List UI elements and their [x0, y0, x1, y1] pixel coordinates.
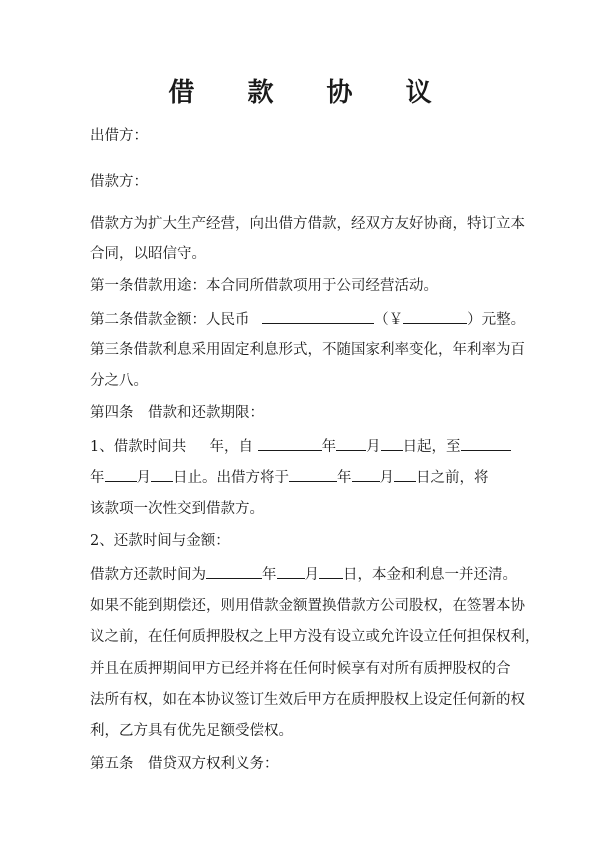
lender-label: 出借方： — [90, 128, 148, 144]
borrower-label: 借款方： — [90, 174, 148, 190]
clause-4-item-2-line-1 — [90, 563, 517, 585]
end-year-label: 年 — [90, 470, 105, 486]
repay-year-blank — [206, 563, 262, 579]
clause-4-item-1-line-3: 该款项一次性交到借款方。 — [90, 501, 264, 517]
repay-month-blank — [277, 563, 305, 579]
repayment-time-label: 借款方还款时间为 — [90, 567, 206, 583]
end-year-blank — [461, 435, 511, 451]
delivery-day-blank — [394, 466, 416, 482]
document-title: 借 款 协 议 — [168, 78, 454, 108]
repay-day-blank — [319, 563, 343, 579]
loan-term-label: 1、借款时间共 — [90, 439, 187, 455]
repay-day-label: 日，本金和利息一并还清。 — [343, 567, 517, 583]
clause-2-prefix: 第二条借款金额：人民币 — [90, 312, 250, 328]
clause-1: 第一条借款用途：本合同所借款项用于公司经营活动。 — [90, 278, 438, 294]
loan-term-from-label: 年，自 — [209, 439, 253, 455]
preamble-line-1: 借款方为扩大生产经营，向出借方借款，经双方友好协商，特订立本 — [90, 216, 525, 232]
start-year-label: 年 — [321, 439, 337, 455]
repay-year-label: 年 — [262, 567, 277, 583]
delivery-year-label: 年 — [337, 470, 352, 486]
delivery-month-blank — [352, 466, 380, 482]
end-month-label: 月 — [136, 470, 151, 486]
end-day-blank — [151, 466, 173, 482]
delivery-month-label: 月 — [379, 470, 394, 486]
amount-figure-blank — [403, 308, 467, 324]
clause-4-item-1-line-1 — [90, 435, 511, 457]
end-month-blank — [105, 466, 137, 482]
clause-3-line-1: 第三条借款利息采用固定利息形式，不随国家利率变化，年利率为百 — [90, 342, 525, 358]
end-day-label: 日止。出借方将于 — [173, 470, 289, 486]
start-day-label: 日起，至 — [402, 439, 461, 455]
clause-4-item-2-line-6: 利，乙方具有优先足额受偿权。 — [90, 723, 293, 739]
clause-2 — [90, 308, 525, 330]
clause-4-item-2-line-5: 法所有权，如在本协议签订生效后甲方在质押股权上设定任何新的权 — [90, 692, 525, 708]
preamble-line-2: 合同，以昭信守。 — [90, 246, 206, 262]
clause-4-item-1-line-2 — [90, 466, 489, 488]
start-month-blank — [336, 435, 366, 451]
clause-4-item-2-line-2: 如果不能到期偿还，则用借款金额置换借款方公司股权，在签署本协 — [90, 598, 525, 614]
start-month-label: 月 — [366, 439, 381, 455]
start-year-blank — [258, 435, 322, 451]
amount-paren-open: （￥ — [374, 312, 404, 328]
clause-5-heading: 第五条 借贷双方权利义务： — [90, 756, 279, 772]
start-day-blank — [381, 435, 403, 451]
clause-4-item-2-line-3: 议之前，在任何质押股权之上甲方没有设立或允许设立任何担保权利， — [90, 629, 540, 645]
amount-paren-close: ）元整。 — [467, 312, 526, 328]
amount-words-blank — [262, 308, 374, 324]
delivery-year-blank — [289, 466, 337, 482]
clause-4-item-2-heading: 2、还款时间与金额： — [90, 533, 230, 549]
delivery-day-label: 日之前，将 — [416, 470, 489, 486]
clause-4-item-2-line-4: 并且在质押期间甲方已经并将在任何时候享有对所有质押股权的合 — [90, 661, 511, 677]
repay-month-label: 月 — [304, 567, 319, 583]
clause-3-line-2: 分之八。 — [90, 373, 148, 389]
clause-4-heading: 第四条 借款和还款期限： — [90, 405, 264, 421]
